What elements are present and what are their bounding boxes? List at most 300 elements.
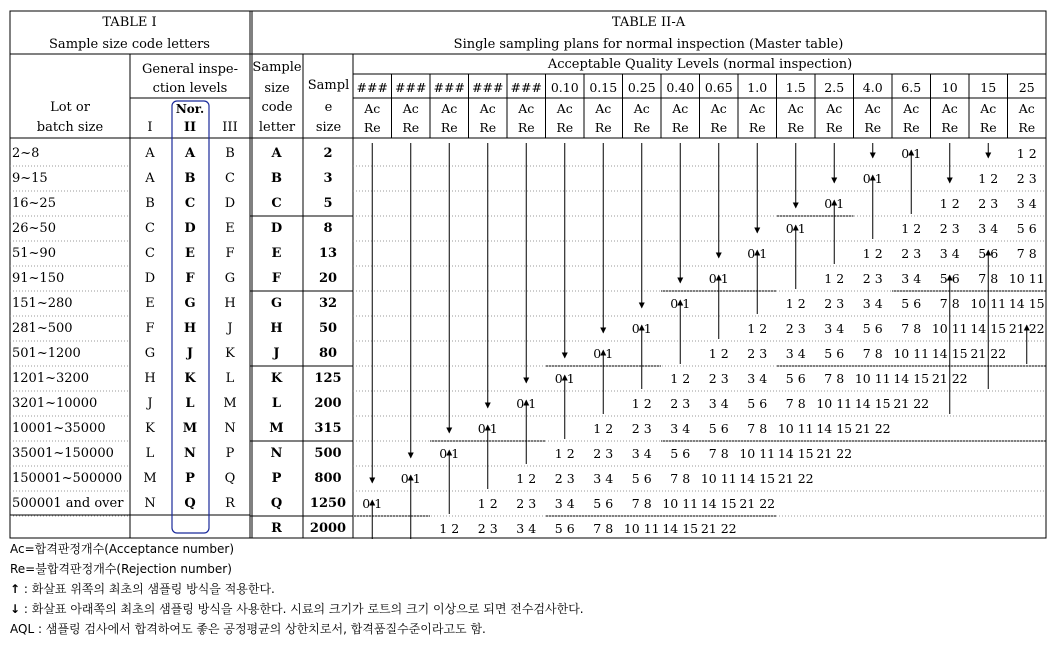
sample-size-cell: 2000	[309, 521, 347, 536]
arrow-head	[639, 303, 645, 309]
arrow-head	[600, 328, 606, 334]
lot-size-header-line2: batch size	[36, 120, 104, 135]
re-label: Re	[941, 120, 959, 135]
level-ii-cell: G	[184, 296, 196, 311]
re-label: Re	[787, 120, 805, 135]
size-header-line3: size	[315, 120, 342, 135]
acre-cell: 0 1	[747, 246, 768, 261]
level-iii-cell: D	[224, 196, 236, 211]
re-label: Re	[633, 120, 651, 135]
level-iii-cell: J	[227, 321, 233, 336]
acre-cell: 5 6	[978, 246, 999, 261]
aql-value-4: ###	[510, 80, 542, 95]
ac-label: Ac	[402, 101, 419, 116]
acre-cell: 3 4	[593, 471, 614, 486]
acre-cell: 10 11	[1008, 271, 1045, 286]
code-letter-cell: N	[270, 446, 283, 461]
acre-cell: 10 11	[854, 371, 891, 386]
arrow-head	[677, 300, 683, 306]
ac-label: Ac	[441, 101, 458, 116]
acre-cell: 2 3	[862, 271, 883, 286]
code-letter-cell: G	[270, 296, 283, 311]
sample-size-cell: 2	[323, 146, 333, 161]
acre-cell: 21 22	[970, 346, 1007, 361]
lot-size-cell: 281~500	[12, 321, 73, 336]
re-label: Re	[594, 120, 612, 135]
general-levels-header-line2: ction levels	[152, 81, 228, 96]
acre-cell: 1 2	[477, 496, 498, 511]
level-ii-cell: L	[185, 396, 195, 411]
arrow-head	[369, 500, 375, 506]
acre-cell: 10 11	[623, 521, 660, 536]
level-iii-cell: G	[224, 271, 236, 286]
level-i-cell: C	[145, 221, 155, 236]
acre-cell: 2 3	[785, 321, 806, 336]
ac-label: Ac	[672, 101, 689, 116]
acre-cell: 1 2	[631, 396, 652, 411]
arrow-head	[485, 425, 491, 431]
code-header-line2: size	[264, 81, 290, 96]
aql-value-8: 0.40	[666, 80, 695, 95]
level-iii-cell: F	[225, 246, 235, 261]
code-letter-cell: F	[271, 271, 282, 286]
code-letter-cell: M	[269, 421, 284, 436]
acre-cell: 0 1	[862, 171, 883, 186]
acre-cell: 5 6	[708, 421, 729, 436]
lot-size-cell: 1201~3200	[12, 371, 90, 386]
acre-cell: 5 6	[824, 346, 845, 361]
arrow-head	[446, 428, 452, 434]
code-header-line4: letter	[258, 120, 296, 135]
level-i-cell: C	[145, 246, 155, 261]
arrow-head	[985, 153, 991, 159]
acre-cell: 1 2	[862, 246, 883, 261]
arrow-head	[831, 178, 837, 184]
aql-value-5: 0.10	[550, 80, 579, 95]
re-label: Re	[517, 120, 535, 135]
acre-cell: 10 11	[777, 421, 814, 436]
sample-size-cell: 800	[314, 471, 342, 486]
acre-cell: 0 1	[670, 296, 691, 311]
acre-cell: 2 3	[824, 296, 845, 311]
legend-ac: Ac=합격판정개수(Acceptance number)	[10, 542, 235, 556]
sample-size-cell: 315	[314, 421, 342, 436]
legend-aql: AQL : 샘플링 검사에서 합격하여도 좋은 공정평균의 상한치로서, 합격품질수준이라고도 함.	[10, 622, 486, 636]
acre-cell: 1 2	[747, 321, 768, 336]
code-letter-cell: C	[271, 196, 282, 211]
arrow-head	[562, 353, 568, 359]
acre-cell: 14 15	[739, 471, 776, 486]
arrow-head	[677, 278, 683, 284]
acre-cell: 0 1	[593, 346, 614, 361]
arrow-head	[523, 400, 529, 406]
legend-down-text: : 화살표 아래쪽의 최초의 샘플링 방식을 사용한다. 시료의 크기가 로트의 크기 이상으로 되면 전수검사한다.	[20, 602, 584, 616]
lot-size-cell: 16~25	[12, 196, 56, 211]
acre-cell: 0 1	[439, 446, 460, 461]
acre-cell: 0 1	[516, 396, 537, 411]
acre-cell: 10 11	[970, 296, 1007, 311]
acre-cell: 3 4	[978, 221, 999, 236]
table2-title: TABLE II-A	[611, 15, 686, 30]
acre-cell: 21 22	[893, 396, 930, 411]
arrow-head	[369, 478, 375, 484]
arrow-head	[947, 275, 953, 281]
arrow-head	[485, 403, 491, 409]
arrow-head	[408, 475, 414, 481]
level-ii-cell: A	[184, 146, 196, 161]
acre-cell: 7 8	[978, 271, 999, 286]
arrow-head	[985, 250, 991, 256]
acre-cell: 3 4	[747, 371, 768, 386]
re-label: Re	[671, 120, 689, 135]
level-iii-cell: M	[223, 396, 237, 411]
re-label: Re	[363, 120, 381, 135]
ac-label: Ac	[941, 101, 958, 116]
re-label: Re	[402, 120, 420, 135]
code-letter-cell: P	[271, 471, 282, 486]
lot-size-cell: 150001~500000	[12, 471, 123, 486]
acre-cell: 21 22	[739, 496, 776, 511]
lot-size-cell: 26~50	[12, 221, 56, 236]
table1-subtitle: Sample size code letters	[49, 37, 210, 52]
sample-size-cell: 20	[318, 271, 338, 286]
sample-size-cell: 8	[323, 221, 333, 236]
acre-cell: 10 11	[893, 346, 930, 361]
aql-value-14: 6.5	[901, 80, 922, 95]
lot-size-cell: 2~8	[12, 146, 40, 161]
ac-label: Ac	[710, 101, 727, 116]
sample-size-cell: 5	[323, 196, 333, 211]
acre-cell: 0 1	[477, 421, 498, 436]
acre-cell: 10 11	[662, 496, 699, 511]
acre-cell: 2 3	[747, 346, 768, 361]
arrow-head	[870, 175, 876, 181]
re-label: Re	[710, 120, 728, 135]
re-label: Re	[825, 120, 843, 135]
acre-cell: 10 11	[700, 471, 737, 486]
acre-cell: 2 3	[477, 521, 498, 536]
level-iii-header: III	[222, 120, 238, 135]
level-ii-cell: F	[185, 271, 195, 286]
sample-size-cell: 125	[314, 371, 342, 386]
sample-size-cell: 32	[318, 296, 338, 311]
level-iii-cell: R	[225, 496, 235, 511]
aql-value-9: 0.65	[704, 80, 733, 95]
table1-title: TABLE I	[102, 15, 157, 30]
acre-cell: 0 1	[362, 496, 383, 511]
acre-cell: 14 15	[777, 446, 814, 461]
acre-cell: 1 2	[978, 171, 999, 186]
level-i-cell: D	[144, 271, 156, 286]
ac-label: Ac	[980, 101, 997, 116]
re-label: Re	[979, 120, 997, 135]
acre-cell: 5 6	[1016, 221, 1037, 236]
acre-cell: 7 8	[708, 446, 729, 461]
acre-cell: 7 8	[1016, 246, 1037, 261]
acre-cell: 3 4	[824, 321, 845, 336]
level-iii-cell: C	[225, 171, 235, 186]
acre-cell: 5 6	[939, 271, 960, 286]
arrow-head	[523, 378, 529, 384]
up-arrow-icon: ↑	[10, 582, 21, 596]
code-letter-cell: A	[271, 146, 282, 161]
sample-size-cell: 13	[318, 246, 338, 261]
acre-cell: 2 3	[593, 446, 614, 461]
level-iii-cell: H	[224, 296, 236, 311]
level-i-cell: G	[144, 346, 156, 361]
acre-cell: 5 6	[785, 371, 806, 386]
acre-cell: 5 6	[554, 521, 575, 536]
acre-cell: 0 1	[785, 221, 806, 236]
normal-level-highlight	[172, 101, 209, 533]
acre-cell: 14 15	[816, 421, 853, 436]
arrow-head	[639, 325, 645, 331]
level-ii-cell: C	[184, 196, 196, 211]
acre-cell: 3 4	[1016, 196, 1037, 211]
level-iii-cell: P	[225, 446, 235, 461]
acre-cell: 1 2	[670, 371, 691, 386]
level-iii-cell: N	[224, 421, 236, 436]
acre-cell: 1 2	[516, 471, 537, 486]
acre-cell: 1 2	[593, 421, 614, 436]
size-header-line1: Sampl	[307, 78, 350, 93]
arrow-head	[947, 178, 953, 184]
acre-cell: 2 3	[901, 246, 922, 261]
lot-size-cell: 501~1200	[12, 346, 81, 361]
arrow-head	[831, 200, 837, 206]
arrow-head	[908, 150, 914, 156]
code-header-line1: Sample	[252, 60, 302, 75]
code-letter-cell: K	[270, 371, 283, 386]
acre-cell: 1 2	[785, 296, 806, 311]
acre-cell: 14 15	[700, 496, 737, 511]
level-i-header: I	[147, 120, 153, 135]
acre-cell: 1 2	[939, 196, 960, 211]
lot-size-cell: 35001~150000	[12, 446, 114, 461]
re-label: Re	[1018, 120, 1036, 135]
acre-cell: 3 4	[785, 346, 806, 361]
code-letter-cell: E	[271, 246, 282, 261]
acre-cell: 0 1	[824, 196, 845, 211]
acre-cell: 3 4	[670, 421, 691, 436]
acre-cell: 5 6	[631, 471, 652, 486]
aql-value-16: 15	[980, 80, 997, 95]
level-ii-cell: J	[186, 346, 194, 361]
acre-cell: 7 8	[939, 296, 960, 311]
acre-cell: 5 6	[747, 396, 768, 411]
level-iii-cell: B	[225, 146, 235, 161]
arrow-head	[408, 453, 414, 459]
level-ii-cell: D	[184, 221, 196, 236]
sample-size-cell: 200	[314, 396, 342, 411]
ac-label: Ac	[479, 101, 496, 116]
aql-value-0: ###	[356, 80, 388, 95]
acre-cell: 21 22	[700, 521, 737, 536]
acre-cell: 1 2	[708, 346, 729, 361]
level-iii-cell: K	[225, 346, 235, 361]
re-label: Re	[440, 120, 458, 135]
nor-label: Nor.	[175, 102, 205, 116]
aql-value-2: ###	[433, 80, 465, 95]
acre-cell: 21 22	[1008, 321, 1045, 336]
ac-label: Ac	[364, 101, 381, 116]
acre-cell: 7 8	[824, 371, 845, 386]
aql-header: Acceptable Quality Levels (normal inspection)	[547, 57, 853, 72]
acre-cell: 1 2	[554, 446, 575, 461]
acre-cell: 10 11	[816, 396, 853, 411]
table-border	[10, 11, 1046, 538]
re-label: Re	[556, 120, 574, 135]
level-iii-cell: E	[225, 221, 235, 236]
aql-value-7: 0.25	[627, 80, 656, 95]
lot-size-cell: 10001~35000	[12, 421, 106, 436]
aql-value-13: 4.0	[862, 80, 883, 95]
level-i-cell: N	[144, 496, 156, 511]
code-letter-cell: J	[273, 346, 280, 361]
arrow-head	[562, 375, 568, 381]
acre-cell: 10 11	[931, 321, 968, 336]
ac-label: Ac	[903, 101, 920, 116]
acre-cell: 7 8	[785, 396, 806, 411]
code-letter-cell: R	[271, 521, 282, 536]
level-i-cell: B	[145, 196, 155, 211]
acre-cell: 0 1	[400, 471, 421, 486]
sample-size-cell: 50	[318, 321, 338, 336]
acre-cell: 7 8	[670, 471, 691, 486]
code-header-line3: code	[261, 100, 293, 115]
level-i-cell: E	[145, 296, 155, 311]
acre-cell: 3 4	[516, 521, 537, 536]
level-i-cell: H	[144, 371, 156, 386]
ac-label: Ac	[749, 101, 766, 116]
acre-cell: 14 15	[854, 396, 891, 411]
acre-cell: 0 1	[554, 371, 575, 386]
acre-cell: 3 4	[939, 246, 960, 261]
legend-up-text: : 화살표 위쪽의 최초의 샘플링 방식을 적용한다.	[20, 582, 275, 596]
acre-cell: 5 6	[593, 496, 614, 511]
re-label: Re	[902, 120, 920, 135]
level-i-cell: A	[145, 171, 155, 186]
arrow-head	[716, 253, 722, 259]
acre-cell: 21 22	[816, 446, 853, 461]
size-header-line2: e	[324, 100, 333, 115]
code-letter-cell: B	[271, 171, 282, 186]
acre-cell: 0 1	[631, 321, 652, 336]
code-letter-cell: Q	[270, 496, 283, 511]
ac-label: Ac	[826, 101, 843, 116]
acre-cell: 5 6	[862, 321, 883, 336]
acre-cell: 2 3	[939, 221, 960, 236]
acre-cell: 2 3	[516, 496, 537, 511]
ac-label: Ac	[1018, 101, 1035, 116]
re-label: Re	[864, 120, 882, 135]
aql-value-12: 2.5	[824, 80, 845, 95]
arrow-head	[754, 228, 760, 234]
acre-cell: 2 3	[631, 421, 652, 436]
arrow-head	[446, 450, 452, 456]
level-iii-cell: L	[225, 371, 235, 386]
aql-value-3: ###	[472, 80, 504, 95]
lot-size-cell: 51~90	[12, 246, 56, 261]
acre-cell: 14 15	[931, 346, 968, 361]
code-letter-cell: D	[270, 221, 283, 236]
arrow-head	[793, 203, 799, 209]
acre-cell: 2 3	[554, 471, 575, 486]
level-i-cell: A	[145, 146, 155, 161]
acre-cell: 7 8	[747, 421, 768, 436]
acre-cell: 14 15	[893, 371, 930, 386]
acre-cell: 1 2	[439, 521, 460, 536]
level-i-cell: J	[147, 396, 153, 411]
acre-cell: 14 15	[662, 521, 699, 536]
acre-cell: 7 8	[862, 346, 883, 361]
acre-cell: 21 22	[931, 371, 968, 386]
code-letter-cell: L	[271, 396, 282, 411]
ac-label: Ac	[633, 101, 650, 116]
aql-value-6: 0.15	[589, 80, 618, 95]
acre-cell: 14 15	[970, 321, 1007, 336]
aql-value-10: 1.0	[747, 80, 768, 95]
level-ii-cell: H	[183, 321, 197, 336]
code-letter-cell: H	[270, 321, 283, 336]
acre-cell: 2 3	[978, 196, 999, 211]
arrow-head	[716, 275, 722, 281]
level-i-cell: F	[145, 321, 155, 336]
level-i-cell: L	[145, 446, 155, 461]
down-arrow-icon: ↓	[10, 602, 21, 616]
level-ii-cell: E	[185, 246, 195, 261]
acre-cell: 2 3	[1016, 171, 1037, 186]
level-ii-cell: Q	[184, 496, 196, 511]
level-ii-cell: P	[185, 471, 195, 486]
acre-cell: 21 22	[777, 471, 814, 486]
acre-cell: 7 8	[593, 521, 614, 536]
level-iii-cell: Q	[224, 471, 236, 486]
lot-size-cell: 151~280	[12, 296, 73, 311]
sample-size-cell: 3	[323, 171, 333, 186]
acre-cell: 1 2	[824, 271, 845, 286]
acre-cell: 1 2	[901, 221, 922, 236]
arrow-head	[754, 250, 760, 256]
level-ii-cell: M	[182, 421, 198, 436]
level-i-cell: M	[143, 471, 157, 486]
re-label: Re	[479, 120, 497, 135]
acre-cell: 7 8	[631, 496, 652, 511]
acre-cell: 5 6	[670, 446, 691, 461]
acre-cell: 21 22	[854, 421, 891, 436]
legend-re: Re=불합격판정개수(Rejection number)	[10, 562, 232, 576]
acre-cell: 7 8	[901, 321, 922, 336]
level-ii-cell: N	[184, 446, 196, 461]
re-label: Re	[748, 120, 766, 135]
lot-size-cell: 9~15	[12, 171, 48, 186]
general-levels-header-line1: General inspe-	[141, 62, 238, 77]
acre-cell: 5 6	[901, 296, 922, 311]
lot-size-cell: 500001 and over	[12, 496, 124, 511]
acre-cell: 3 4	[901, 271, 922, 286]
acre-cell: 3 4	[708, 396, 729, 411]
acre-cell: 1 2	[1016, 146, 1037, 161]
aql-value-15: 10	[941, 80, 958, 95]
acre-cell: 2 3	[708, 371, 729, 386]
acre-cell: 3 4	[554, 496, 575, 511]
sample-size-cell: 80	[318, 346, 338, 361]
aql-value-17: 25	[1018, 80, 1035, 95]
acre-cell: 2 3	[670, 396, 691, 411]
acre-cell: 14 15	[1008, 296, 1045, 311]
level-ii-cell: B	[184, 171, 196, 186]
arrow-head	[870, 153, 876, 159]
